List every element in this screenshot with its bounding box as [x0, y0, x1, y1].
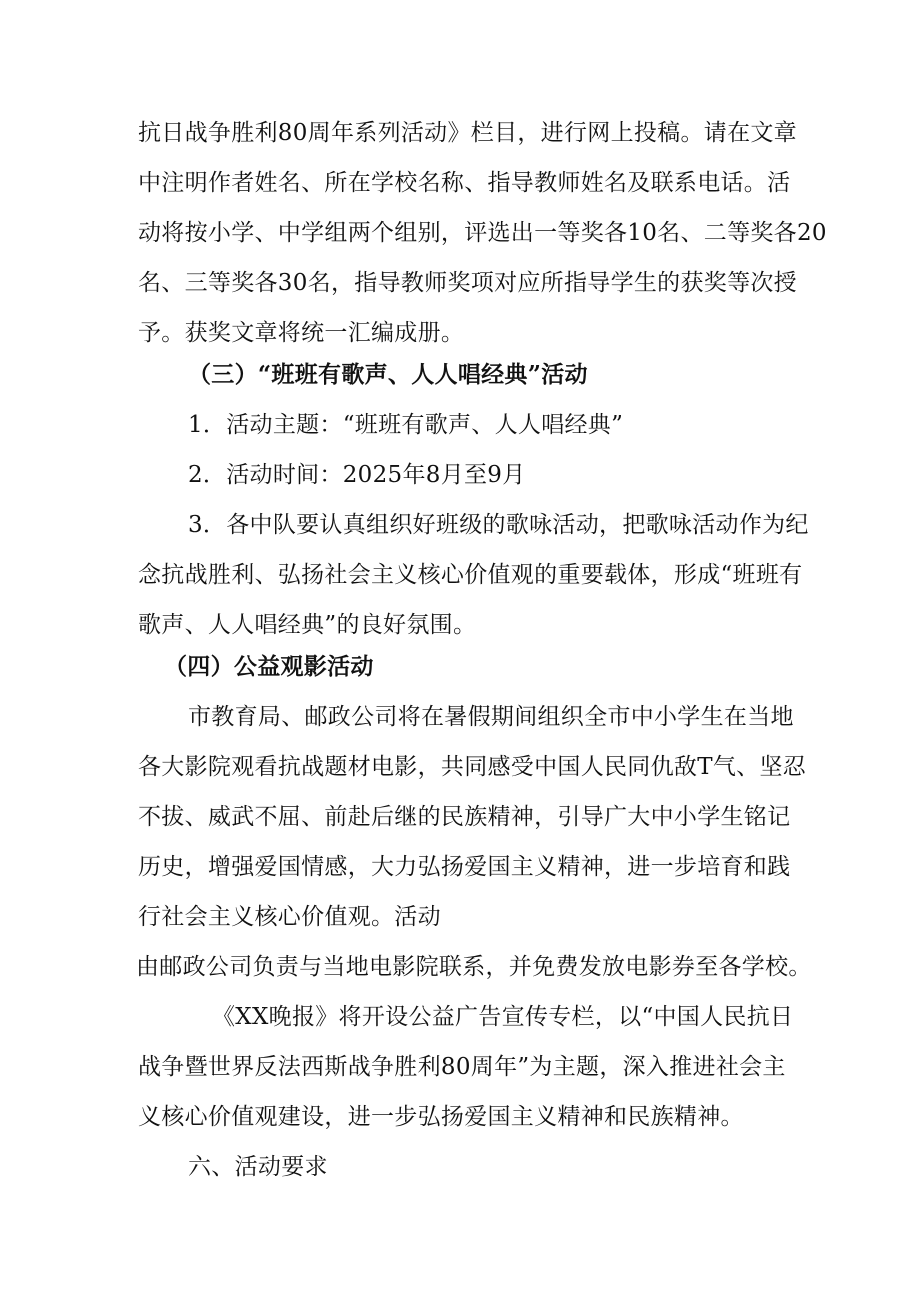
text-line: 战争暨世界反法西斯战争胜利80周年”为主题，深入推进社会主 — [138, 1054, 786, 1080]
text-line: 《XX晚报》将开设公益广告宣传专栏，以“中国人民抗日 — [212, 1004, 794, 1030]
text-line: 予。获奖文章将统一汇编成册。 — [138, 320, 465, 346]
text-line: 不拔、威武不屈、前赴后继的民族精神，引导广大中小学生铭记 — [138, 804, 791, 830]
text-line: 各大影院观看抗战题材电影，共同感受中国人民同仇敌T气、坚忍 — [138, 754, 807, 780]
text-line: 念抗战胜利、弘扬社会主义核心价值观的重要载体，形成“班班有 — [138, 562, 803, 588]
section-heading-6: 六、活动要求 — [188, 1154, 328, 1180]
text-line: 义核心价值观建设，进一步弘扬爱国主义精神和民族精神。 — [138, 1104, 744, 1130]
text-line: 3．各中队要认真组织好班级的歌咏活动，把歌咏活动作为纪 — [188, 512, 809, 538]
text-line: 历史，增强爱国情感，大力弘扬爱国主义精神，进一步培育和践 — [138, 854, 791, 880]
section-heading-3: （三）“班班有歌声、人人唱经典”活动 — [188, 361, 588, 388]
text-line: 市教育局、邮政公司将在暑假期间组织全市中小学生在当地 — [188, 704, 794, 730]
text-line: 由邮政公司负责与当地电影院联系，并免费发放电影券至各学校。 — [136, 954, 812, 980]
text-line: 名、三等奖各30名，指导教师奖项对应所指导学生的获奖等次授 — [138, 270, 797, 296]
list-item: 1．活动主题：“班班有歌声、人人唱经典” — [188, 412, 624, 438]
text-line: 歌声、人人唱经典”的良好氛围。 — [138, 612, 477, 638]
text-line: 动将按小学、中学组两个组别，评选出一等奖各10名、二等奖各20 — [138, 220, 827, 246]
text-line: 中注明作者姓名、所在学校名称、指导教师姓名及联系电话。活 — [138, 170, 791, 196]
text-line: 抗日战争胜利80周年系列活动》栏目，进行网上投稿。请在文章 — [138, 120, 797, 146]
text-line: 行社会主义核心价值观。活动 — [138, 904, 441, 930]
list-item: 2．活动时间：2025年8月至9月 — [188, 462, 526, 488]
section-heading-4: （四）公益观影活动 — [164, 653, 374, 680]
